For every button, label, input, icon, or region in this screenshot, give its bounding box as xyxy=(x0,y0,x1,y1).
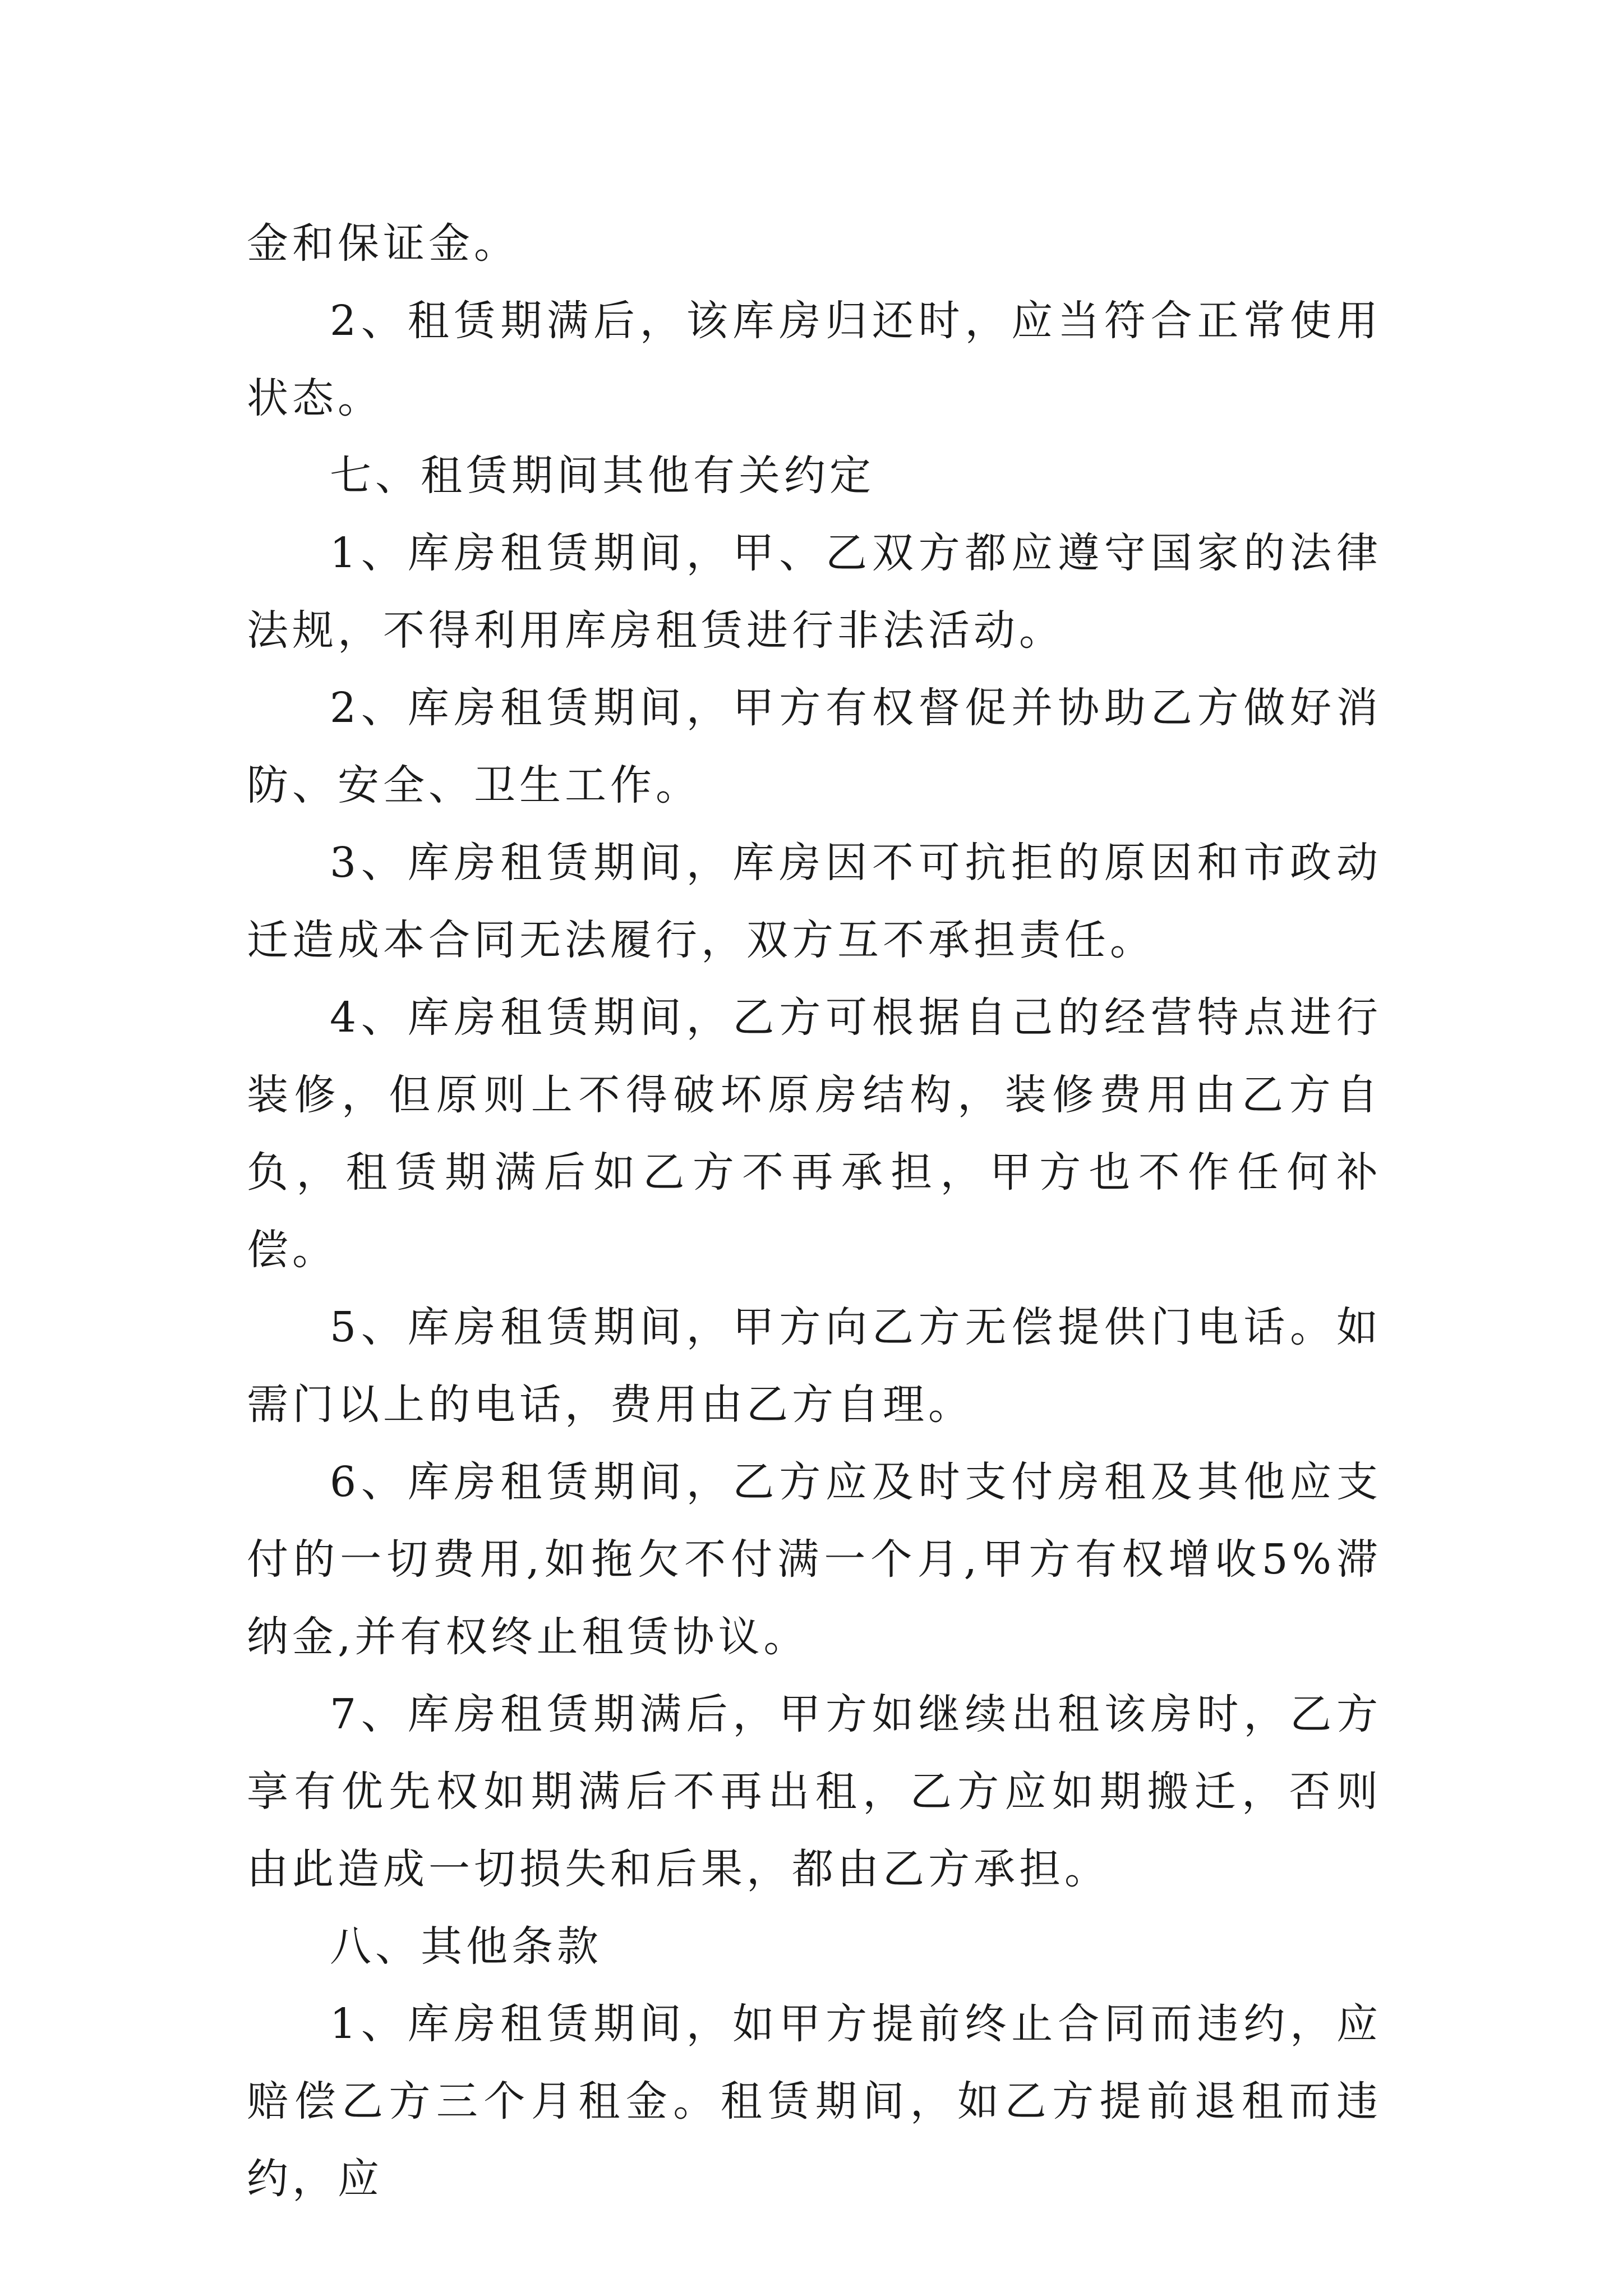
paragraph-clause-8-1: 1、库房租赁期间，如甲方提前终止合同而违约，应赔偿乙方三个月租金。租赁期间，如乙方提前退租而违约，应 xyxy=(247,2000,1382,2203)
section-heading-8: 八、其他条款 xyxy=(330,1922,602,1971)
document-body xyxy=(247,205,1382,2217)
paragraph-clause-6-2: 2、租赁期满后，该库房归还时，应当符合正常使用状态。 xyxy=(247,297,1382,422)
paragraph-continuation: 金和保证金。 xyxy=(247,219,519,268)
paragraph-clause-7-1: 1、库房租赁期间，甲、乙双方都应遵守国家的法律法规，不得利用库房租赁进行非法活动。 xyxy=(247,529,1382,655)
paragraph-clause-7-6: 6、库房租赁期间，乙方应及时支付房租及其他应支付的一切费用,如拖欠不付满一个月,甲方有权增收5%滞纳金,并有权终止租赁协议。 xyxy=(247,1458,1382,1661)
paragraph-clause-7-5: 5、库房租赁期间，甲方向乙方无偿提供门电话。如需门以上的电话，费用由乙方自理。 xyxy=(247,1303,1382,1429)
paragraph-clause-7-7: 7、库房租赁期满后，甲方如继续出租该房时，乙方享有优先权如期满后不再出租，乙方应如期搬迁，否则由此造成一切损失和后果，都由乙方承担。 xyxy=(247,1690,1382,1893)
paragraph-clause-7-2: 2、库房租赁期间，甲方有权督促并协助乙方做好消防、安全、卫生工作。 xyxy=(247,684,1382,809)
section-heading-7: 七、租赁期间其他有关约定 xyxy=(330,452,875,500)
paragraph-clause-7-3: 3、库房租赁期间，库房因不可抗拒的原因和市政动迁造成本合同无法履行，双方互不承担责任。 xyxy=(247,839,1382,964)
paragraph-clause-7-4: 4、库房租赁期间，乙方可根据自己的经营特点进行装修，但原则上不得破坏原房结构，装修费用由乙方自负，租赁期满后如乙方不再承担，甲方也不作任何补偿。 xyxy=(247,993,1382,1274)
